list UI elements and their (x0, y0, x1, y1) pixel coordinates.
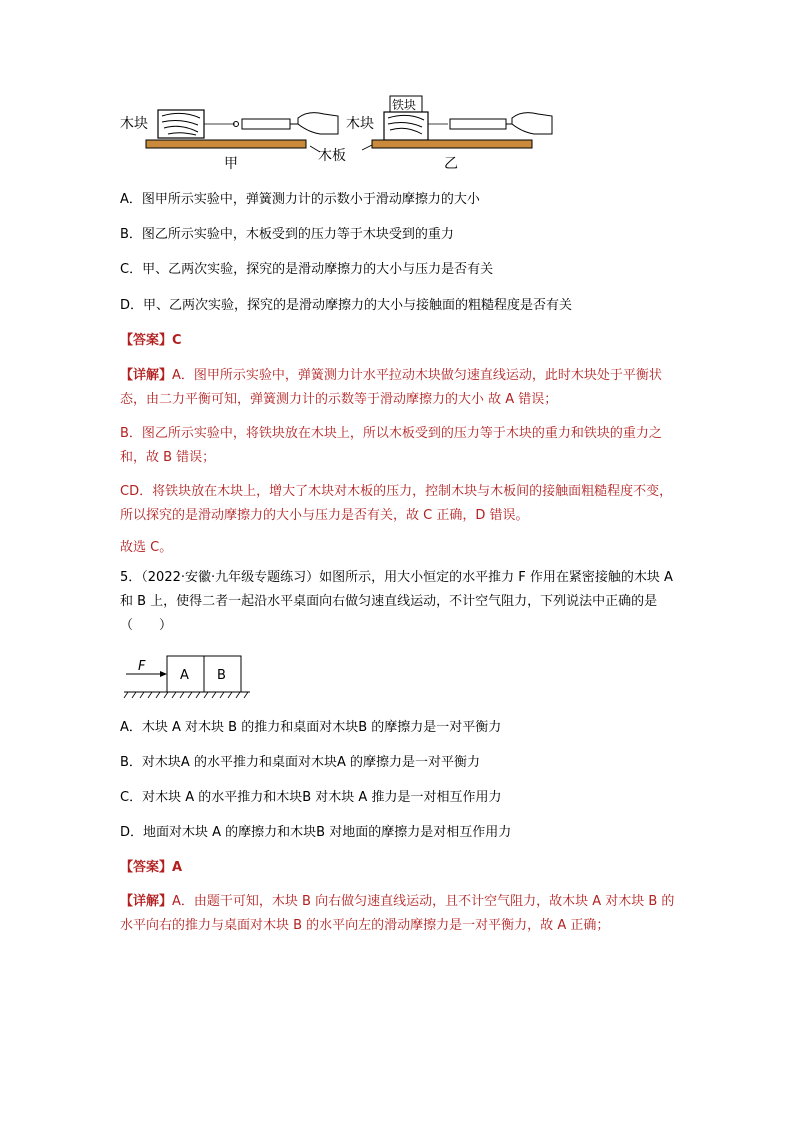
q5-answer-value: A (172, 860, 183, 875)
q5-option-b: B．对木块A 的水平推力和桌面对木块A 的摩擦力是一对平衡力 (120, 755, 480, 770)
label-board: 木板 (318, 148, 346, 164)
q4-explain-a (120, 364, 680, 412)
friction-experiment-figure (110, 92, 570, 174)
q4-answer-tag: 【答案】 (120, 333, 173, 348)
block-b-label: B (217, 668, 226, 683)
q4-conclusion: 故选 C。 (120, 540, 173, 555)
q5-answer-tag: 【答案】 (120, 860, 173, 875)
label-block-left: 木块 (120, 116, 148, 132)
wood-block-right (384, 112, 428, 140)
q5-stem: 5．（2022·安徽·九年级专题练习）如图所示，用大小恒定的水平推力 F 作用在紧密接触的木块 A 和 B 上，使得二者一起沿水平桌面向右做匀速直线运动，不计空气阻力，下列说法中正确的是（ ） (120, 570, 673, 633)
blocks-figure (122, 652, 252, 700)
board-right (372, 140, 532, 148)
q5-explain-a-text: A．由题干可知，木块 B 向右做匀速直线运动，且不计空气阻力，故木块 A 对木块 B 的水平向右的推力与桌面对木块 B 的水平向左的滑动摩擦力是一对平衡力，故 A 正确； (120, 894, 675, 933)
q4-option-b: B．图乙所示实验中，木板受到的压力等于木块受到的重力 (120, 227, 454, 242)
q4-option-a: A．图甲所示实验中，弹簧测力计的示数小于滑动摩擦力的大小 (120, 192, 480, 207)
board-left (146, 140, 306, 148)
q5-option-c: C．对木块 A 的水平推力和木块B 对木块 A 推力是一对相互作用力 (120, 790, 502, 805)
q4-option-d: D．甲、乙两次实验，探究的是滑动摩擦力的大小与接触面的粗糙程度是否有关 (120, 298, 573, 313)
q4-explain-b: B．图乙所示实验中，将铁块放在木块上，所以木板受到的压力等于木块的重力和铁块的重力之和，故 B 错误； (120, 426, 662, 465)
q4-answer (120, 331, 182, 351)
block-a-label: A (180, 668, 189, 683)
q4-explain-a-text: A．图甲所示实验中，弹簧测力计水平拉动木块做匀速直线运动，此时木块处于平衡状态，由二力平衡可知，弹簧测力计的示数等于滑动摩擦力的大小 故 A 错误； (120, 368, 662, 407)
label-yi: 乙 (444, 156, 458, 172)
q4-answer-value: C (172, 333, 182, 348)
spring-scale-left (242, 119, 290, 129)
q4-option-c: C．甲、乙两次实验，探究的是滑动摩擦力的大小与压力是否有关 (120, 262, 494, 277)
q4-explain-tag: 【详解】 (120, 368, 173, 383)
q5-explain-tag: 【详解】 (120, 894, 173, 909)
label-block-right: 木块 (346, 116, 374, 132)
q5-option-d: D．地面对木块 A 的摩擦力和木块B 对地面的摩擦力是对相互作用力 (120, 825, 512, 840)
q4-explain-cd: CD．将铁块放在木块上，增大了木块对木板的压力，控制木块与木板间的接触面粗糙程度不变，所以探究的是滑动摩擦力的大小与压力是否有关，故 C 正确，D 错误。 (120, 484, 673, 523)
hand-right-icon (512, 113, 552, 134)
label-jia: 甲 (224, 156, 238, 172)
hand-left-icon (298, 113, 338, 134)
q5-explain-a (120, 890, 680, 938)
wood-block-left (158, 110, 204, 138)
spring-scale-right (450, 119, 506, 129)
q5-option-a: A．木块 A 对木块 B 的推力和桌面对木块B 的摩擦力是一对平衡力 (120, 720, 502, 735)
q5-answer (120, 858, 182, 878)
force-label: F (138, 659, 146, 674)
label-iron: 铁块 (392, 98, 417, 112)
force-arrow-icon (160, 671, 167, 677)
